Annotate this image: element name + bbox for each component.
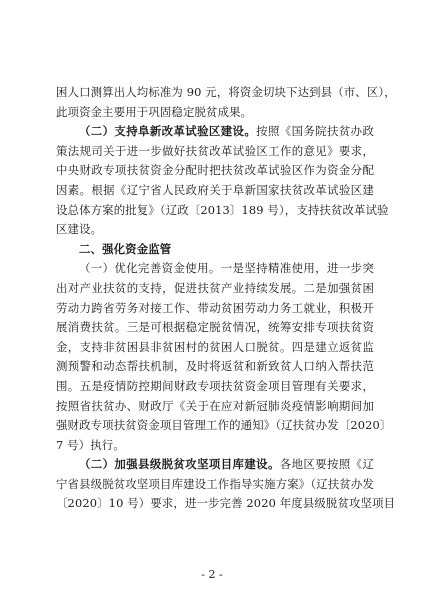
text-line: 因素。根据《辽宁省人民政府关于阜新国家扶贫改革试验区建	[56, 182, 374, 197]
text-line: 金，支持非贫困县非贫困村的贫困人口脱贫。四是建立返贫监	[56, 339, 374, 354]
text-line: （一）优化完善资金使用。一是坚持精准使用，进一步突	[79, 261, 374, 276]
text-line: 区建设。	[56, 222, 103, 237]
text-line: 展消费扶贫。三是可根据稳定脱贫情况，统筹安排专项扶贫资	[56, 320, 374, 335]
section-heading: 二、强化资金监管	[79, 241, 172, 256]
text-line: 策法规司关于进一步做好扶贫改革试验区工作的意见》要求，	[56, 143, 374, 158]
text-line: 中央财政专项扶贫资金分配时把扶贫改革试验区作为资金分配	[56, 163, 374, 178]
text-line: 强财政专项扶贫资金项目管理工作的通知》（辽扶贫办发〔2020〕	[56, 418, 392, 433]
page-number: - 2 -	[201, 568, 223, 581]
text-line: 围。五是疫情防控期间财政专项扶贫资金项目管理有关要求，	[56, 378, 374, 393]
text-line	[56, 122, 374, 142]
text-line: 困人口测算出人均标准为 90 元，将资金切块下达到县（市、区），	[56, 85, 396, 99]
text-line: 设总体方案的批复》（辽政〔2013〕189 号），支持扶贫改革试验	[56, 202, 389, 217]
text-line: 〔2020〕10 号）要求，进一步完善 2020 年度县级脱贫攻坚项目	[56, 496, 396, 511]
document-body	[56, 83, 396, 514]
section-lead: （二）加强县级脱贫攻坚项目库建设。	[79, 457, 280, 472]
section-lead: （二）支持阜新改革试验区建设。	[79, 124, 257, 139]
section-text: 按照《国务院扶贫办政	[256, 124, 374, 139]
text-line	[56, 455, 374, 475]
text-line: 宁省县级脱贫攻坚项目库建设工作指导实施方案》（辽扶贫办发	[56, 476, 374, 491]
section-text: 各地区要按照《辽	[279, 457, 374, 472]
text-line: 按照省扶贫办、财政厅《关于在应对新冠肺炎疫情影响期间加	[56, 398, 374, 413]
text-line: 此项资金主要用于巩固稳定脱贫成果。	[56, 104, 253, 119]
text-line: 7 号）执行。	[56, 437, 125, 452]
text-line: 出对产业扶贫的支持，促进扶贫产业持续发展。二是加强贫困	[56, 280, 374, 295]
text-line: 测预警和动态帮扶机制，及时将返贫和新致贫人口纳入帮扶范	[56, 359, 374, 374]
text-line: 劳动力跨省劳务对接工作、带动贫困劳动力务工就业，积极开	[56, 300, 374, 315]
